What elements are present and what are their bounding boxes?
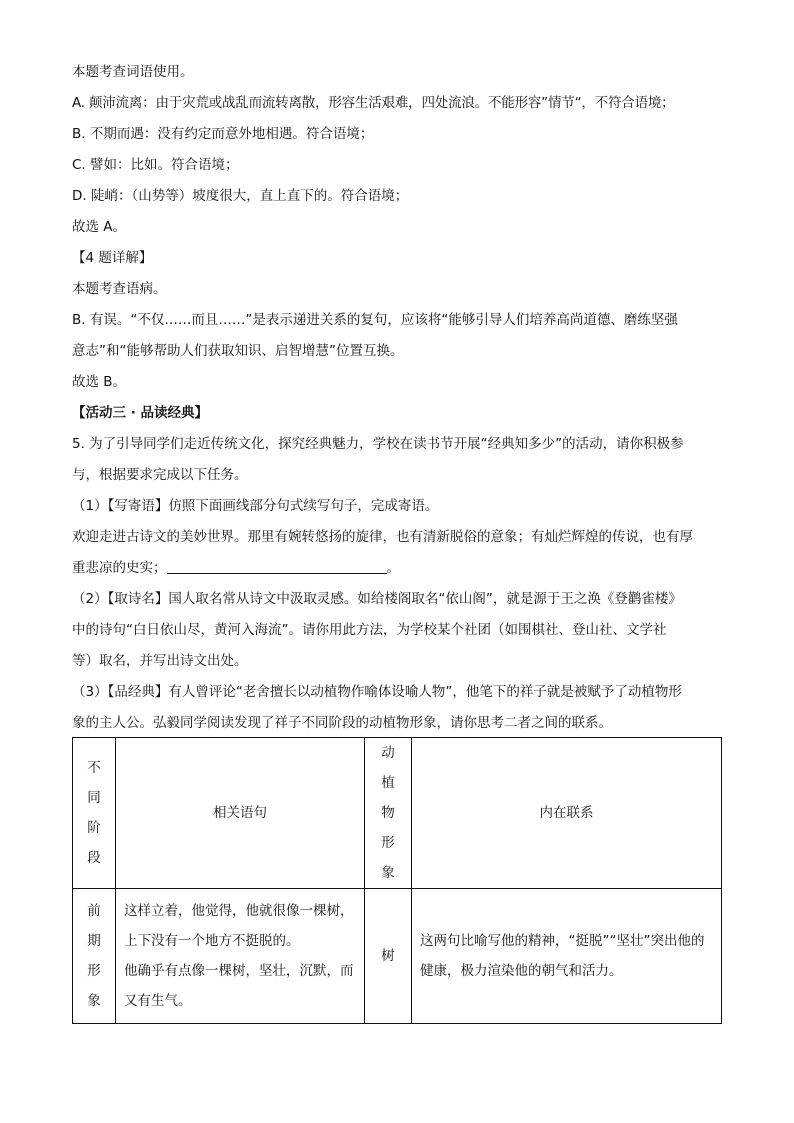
cell-image: 树 <box>365 889 412 1024</box>
table-header-row <box>73 738 722 889</box>
option-d-line: D. 陡峭：（山势等）坡度很大，直上直下的。符合语境； <box>72 188 409 204</box>
passage-end: 。 <box>386 560 400 576</box>
task-3-line-1: （3）【品经典】有人曾评论“老舍擅长以动植物作喻体设喻人物”，他笔下的祥子就是被赋予了动植物形 <box>72 684 682 700</box>
text-line: 本题考查词语使用。 <box>72 64 194 80</box>
passage-text: 重悲凉的史实； <box>72 560 167 576</box>
option-a-line: A. 颠沛流离：由于灾荒或战乱而流转离散，形容生活艰难，四处流浪。不能形容”情节“，不符合语境； <box>72 95 675 111</box>
sentence-2: 他确乎有点像一棵树，坚壮，沉默，而又有生气。 <box>124 963 354 1009</box>
header-relation: 内在联系 <box>412 738 722 889</box>
sentence-1: 这样立着，他觉得，他就很像一棵树，上下没有一个地方不挺脱的。 <box>124 903 354 949</box>
task-2-line-1: （2）【取诗名】国人取名常从诗文中汲取灵感。如给楼阁取名“依山阁”，就是源于王之涣《登鹳雀楼》 <box>72 591 682 607</box>
question-5-line-1: 5. 为了引导同学们走近传统文化，探究经典魅力，学校在读书节开展“经典知多少”的活动，请你积极参 <box>72 436 684 452</box>
table-row <box>73 889 722 1024</box>
header-image: 动植物形象 <box>365 738 412 889</box>
answer-line: 故选 B。 <box>72 374 127 390</box>
option-c-line: C. 譬如：比如。符合语境； <box>72 157 239 173</box>
option-b-line: B. 不期而遇：没有约定而意外地相遇。符合语境； <box>72 126 374 142</box>
explanation-line-1: B. 有误。“不仅……而且……”是表示递进关系的复句，应该将“能够引导人们培养高尚道德、磨练坚强 <box>72 312 678 328</box>
task-1-passage-line-1: 欢迎走进古诗文的美妙世界。那里有婉转悠扬的旋律，也有清新脱俗的意象；有灿烂辉煌的传说，也有厚 <box>72 529 693 545</box>
cell-relation: 这两句比喻写他的精神，“挺脱”“坚壮”突出他的健康，极力渲染他的朝气和活力。 <box>412 889 722 1024</box>
task-3-line-2: 象的主人公。弘毅同学阅读发现了祥子不同阶段的动植物形象，请你思考二者之间的联系。 <box>72 715 612 731</box>
cell-stage: 前期形象 <box>73 889 116 1024</box>
cell-sentence <box>116 889 365 1024</box>
answer-line: 故选 A。 <box>72 219 127 235</box>
task-1-passage-line-2 <box>72 558 722 578</box>
answer-blank[interactable] <box>167 559 387 574</box>
task-2-line-2: 中的诗句“白日依山尽，黄河入海流”。请你用此方法，为学校某个社团（如围棋社、登山社、文学社 <box>72 622 667 638</box>
explanation-line-2: 意志”和“能够帮助人们获取知识、启智增慧”位置互换。 <box>72 343 404 359</box>
activity-heading: 【活动三 · 品读经典】 <box>72 405 209 421</box>
document-page <box>72 62 722 1024</box>
text-line: 本题考查语病。 <box>72 281 167 297</box>
header-sentence: 相关语句 <box>116 738 365 889</box>
section-heading-q4: 【4 题详解】 <box>72 250 153 266</box>
task-2-line-3: 等）取名，并写出诗文出处。 <box>72 653 248 669</box>
question-5-line-2: 与，根据要求完成以下任务。 <box>72 467 248 483</box>
task-1-line: （1）【写寄语】仿照下面画线部分句式续写句子，完成寄语。 <box>72 498 439 514</box>
analysis-table <box>72 737 722 1024</box>
header-stage: 不同阶段 <box>73 738 116 889</box>
